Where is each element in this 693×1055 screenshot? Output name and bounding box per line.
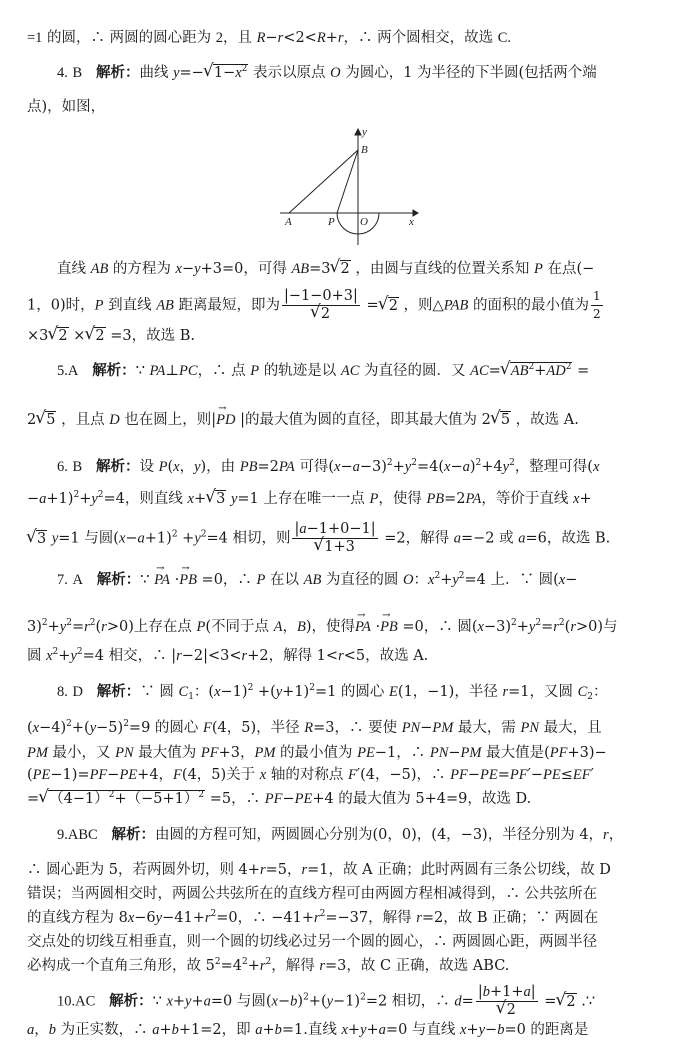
item-5-line-1: 5.A 解析：∵ PA⊥PC，∴ 点 P 的轨迹是以 AC 为直径的圆．又 AC= √ $AB^2+AD^2$ = xyxy=(57,361,589,381)
analysis-label: 解析： xyxy=(95,458,140,475)
item-9-line-1: 9.ABC 解析：由圆的方程可知，两圆圆心分别为(0，0)，(4，−3)，半径分别为 4，r， xyxy=(57,826,624,843)
item-answer: AC xyxy=(75,993,96,1010)
analysis-label: 解析： xyxy=(96,683,141,700)
analysis-label: 解析： xyxy=(109,992,153,1010)
item-8-line-1: 8. D 解析：∵ 圆 $C_1$：$(x-1)^2 +(y+1)^2=1$ 的圆心 E(1，−1)，半径 r=1，又圆 $C_2$： xyxy=(57,683,608,702)
item-answer: B xyxy=(72,65,83,81)
item-number: 5. xyxy=(57,363,68,379)
item-answer: A xyxy=(67,363,79,379)
item-4-line-2: 点)，如图， xyxy=(27,99,106,115)
label-B: B xyxy=(361,144,368,156)
item-7-line-2: $3)^2+y^2=r^2(r>0)$上存在点 P(不同于点 A，B)，使得→ PA ·→ PB =0，∴ 圆$(x-3)^2+y^2=r^2(r>0)$与 xyxy=(27,617,618,637)
analysis-label: 解析： xyxy=(111,826,156,843)
item-9-line-2: ∴ 圆心距为 5，若两圆外切，则 4+r=5，r=1，故 A 正确；此时两圆有三条公切线，故 D xyxy=(27,862,611,878)
item-10-line-1: 10.AC 解析：∵ x+y+a=0 与圆$(x-b)^2+(y-1)^2=2$ 相切，∴ d= |b+1+a| √ 2 = √ 2 .∵ xyxy=(57,984,595,1019)
item-number: 9. xyxy=(57,827,68,843)
item-6-line-1: 6. B 解析：设 P(x，y)，由 PB=2PA 可得$(x-a-3)^2+y^2=4(x-a)^2+4y^2$，整理可得(x xyxy=(57,458,600,475)
item-6-line-3: √ 3 y=1 与圆$(x-a+1)^2 +y^2=4$ 相切，则 |a−1+0−1| √ 1+3 =2，解得 a=−2 或 a=6，故选 B. xyxy=(27,521,610,556)
item-number: 8. xyxy=(57,684,68,700)
item-number: 4. xyxy=(57,65,68,81)
label-P: P xyxy=(328,216,335,228)
semicircle-figure xyxy=(275,125,425,255)
item-answer: D xyxy=(72,684,83,700)
label-A: A xyxy=(285,216,292,228)
item-8-line-5: = √ $(4-1)^2+(-5+1)^2 =5$，∴ PF−PE+4 的最大值为 5+4=9，故选 D. xyxy=(27,789,531,809)
label-x: x xyxy=(409,216,414,228)
label-y: y xyxy=(362,126,367,138)
analysis-label: 解析： xyxy=(95,64,140,81)
item-9-line-4: 的直线方程为 $8x-6y-41+r^2=0$，∴ $-41+r^2=-37$，解得 r=2，故 B 正确；∵ 两圆在 xyxy=(27,909,599,926)
item-10-line-2: a，b 为正实数，∴ a+b+1=2，即 a+b=1.直线 x+y+a=0 与直线 x+y−b=0 的距离是 xyxy=(27,1022,589,1038)
item-answer: A xyxy=(72,572,83,588)
item-4-line-3: 直线 AB 的方程为 x−y+3=0，可得 AB=3 √ 2 ，由圆与直线的位置关系知 P 在点(− xyxy=(57,259,594,279)
item-7-line-3: 圆 $x^2+y^2=4$ 相交，∴ |r−2|<3<r+2，解得 1<r<5，故选 A. xyxy=(27,647,429,664)
item-8-line-2: $(x-4)^2+(y-5)^2=9$ 的圆心 F(4，5)，半径 R=3，∴ 要使 PN−PM 最大，需 PN 最大，且 xyxy=(27,719,602,736)
item-7-line-1: 7. A 解析：∵ → PA ·→ PB =0，∴ P 在以 AB 为直径的圆 O：$x^2+y^2=4$ 上．∵ 圆(x− xyxy=(57,570,577,590)
item-answer: B xyxy=(72,459,83,475)
analysis-label: 解析： xyxy=(92,362,136,379)
item-number: 6. xyxy=(57,459,68,475)
item-number: 7. xyxy=(57,572,68,588)
item-5-line-2: 2 √ 5 ，且点 D 也在圆上，则|→ PD |的最大值为圆的直径，即其最大值为 2 √ 5 ，故选 A. xyxy=(27,410,579,430)
item-4-line-5: ×3 √ 2 × √ 2 =3，故选 B. xyxy=(27,326,195,346)
item-9-line-3: 错误；当两圆相交时，两圆公共弦所在的直线方程可由两圆方程相减得到，∴ 公共弦所在 xyxy=(27,886,598,902)
continuation-line: =1 的圆，∴ 两圆的圆心距为 2，且 R−r<2<R+r，∴ 两个圆相交，故选 C. xyxy=(27,30,512,46)
label-O: O xyxy=(360,216,368,228)
item-4-line-4: 1，0)时，P 到直线 AB 距离最短，即为 |−1−0+3| √ 2 = √ 2 ，则△PAB 的面积的最小值为 $\frac{1}{2}$ xyxy=(27,288,605,323)
item-8-line-3: PM 最小，又 PN 最大值为 PF+3，PM 的最小值为 PE−1，∴ PN−PM 最大值是(PF+3)− xyxy=(27,745,607,761)
item-8-line-4: (PE−1)=PF−PE+4，F(4，5)关于 x 轴的对称点 F′(4，−5)，∴ PF−PE=PF′−PE≤EF′ xyxy=(27,767,594,783)
item-4-line-1: 4. B 解析：曲线 y=− √ $1-x^2$ 表示以原点 O 为圆心，1 为半径的下半圆(包括两个端 xyxy=(57,63,597,83)
item-9-line-6: 必构成一个直角三角形，故 $5^2=4^2+r^2$，解得 r=3，故 C 正确，故选 ABC. xyxy=(27,957,510,974)
item-9-line-5: 交点处的切线互相垂直，则一个圆的切线必过另一个圆的圆心，∴ 两圆圆心距，两圆半径 xyxy=(27,934,598,950)
item-number: 10. xyxy=(57,993,76,1010)
analysis-label: 解析： xyxy=(96,571,141,588)
item-6-line-2: $-a+1)^2+y^2=4$，则直线 x+ √ 3 y=1 上存在唯一一点 P，使得 PB=2PA，等价于直线 x+ xyxy=(27,489,592,509)
item-answer: ABC xyxy=(67,827,98,843)
